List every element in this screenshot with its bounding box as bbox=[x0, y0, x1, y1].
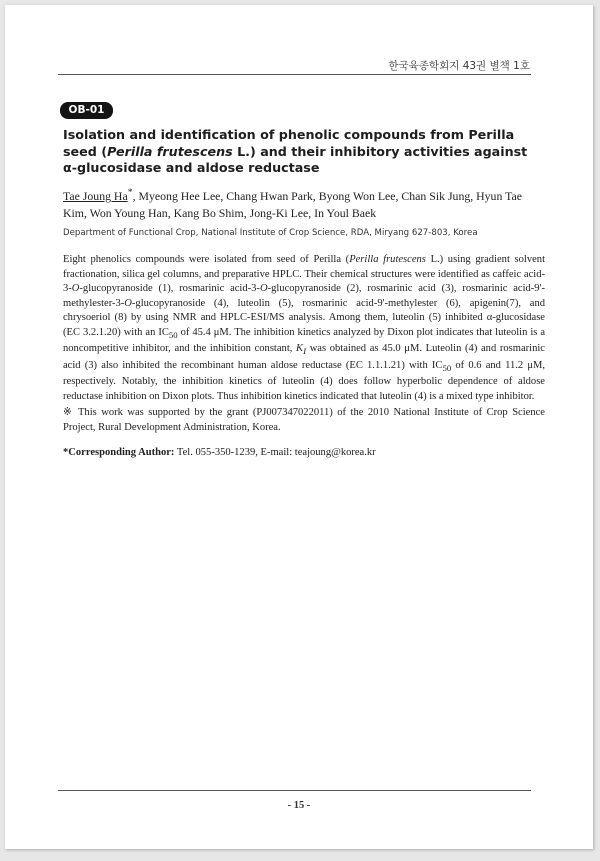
title-part2: L.) and their inhibitory activities against α-glucosidase and aldose reductase bbox=[63, 143, 528, 175]
document-page bbox=[5, 5, 593, 849]
abstract-text: of 0.6 and 11.2 μM, respectively. Notably, the inhibition kinetics of luteolin (4) does follow hyperbolic dependence of aldose reductase inhibition on Dixon plots. Thus inhibition kinetics indicated that luteolin (4) is a mixed type inhibitor. bbox=[63, 359, 545, 402]
affiliation: Department of Functional Crop, National Institute of Crop Science, RDA, Miryang 627-803, Korea bbox=[63, 228, 478, 238]
abstract-text: -glucopyranoside (4), luteolin (5), rosmarinic acid-9'-methylester (6), apigenin(7), and chrysoeriol (8) by using NMR and HPLC-ESI/MS analysis. Among them, luteolin (5) inhibited α-glucosidase (EC 3.2.1.20) with an IC bbox=[63, 297, 545, 338]
footer-rule bbox=[58, 790, 531, 791]
ic50-subscript: 50 bbox=[442, 362, 452, 373]
title-species: Perilla frutescens bbox=[107, 143, 233, 159]
abstract-o: O bbox=[259, 283, 268, 294]
page-number: - 15 - bbox=[287, 800, 311, 811]
corresponding-label: *Corresponding Author: bbox=[63, 447, 175, 458]
abstract-text: -glucopyranoside (2), rosmarinic acid (3), rosmarinic acid-9'-methylester-3- bbox=[63, 283, 545, 309]
ic50-subscript: 50 bbox=[168, 329, 178, 340]
funding-note: ※ This work was supported by the grant (PJ007347022011) of the 2010 National Institute of Crop Science Project, Rural Development Administration, Korea. bbox=[63, 407, 545, 433]
corresponding-contact: Tel. 055-350-1239, E-mail: teajoung@korea.kr bbox=[174, 447, 376, 458]
abstract-text: L.) using gradient solvent fractionation, silica gel columns, and preparative HPLC. Their chemical structures were identified as caffeic acid-3- bbox=[63, 254, 546, 294]
title-part1: Isolation and identification of phenolic compounds from Perilla seed ( bbox=[63, 127, 515, 159]
abstract-text: -glucopyranoside (1), rosmarinic acid-3- bbox=[79, 283, 260, 294]
abstract-text: was obtained as 45.0 μM. Luteolin (4) and rosmarinic acid (3) also inhibited the recombinant human aldose reductase (EC 1.1.1.21) with IC bbox=[63, 343, 545, 371]
abstract bbox=[63, 253, 545, 404]
abstract-o: O bbox=[71, 283, 80, 294]
corresponding-mark: * bbox=[127, 187, 133, 198]
paper-title bbox=[63, 127, 541, 177]
ki-subscript-letter: I bbox=[303, 346, 307, 357]
abstract-o: O bbox=[124, 297, 132, 309]
session-badge: OB-01 bbox=[60, 102, 113, 119]
journal-title: 한국육종학회지 43권 별책 1호 bbox=[388, 60, 530, 72]
author-list bbox=[63, 184, 543, 222]
abstract-text: Eight phenolics compounds were isolated from seed of Perilla ( bbox=[63, 254, 350, 265]
abstract-text: of 45.4 μM. The inhibition kinetics analyzed by Dixon plot indicates that luteolin is a noncompetitive inhibitor, and the inhibition constant, bbox=[63, 326, 546, 355]
co-authors: , Myeong Hee Lee, Chang Hwan Park, Byong Won Lee, Chan Sik Jung, Hyun Tae Kim, Won Young Han, Kang Bo Shim, Jong-Ki Lee, In Youl Baek bbox=[63, 188, 522, 220]
ki-symbol: K bbox=[296, 343, 304, 355]
first-author: Tae Joung Ha bbox=[63, 188, 128, 203]
corresponding-author bbox=[63, 446, 545, 461]
abstract-species: Perilla frutescens bbox=[349, 254, 426, 265]
header-rule bbox=[58, 74, 531, 75]
